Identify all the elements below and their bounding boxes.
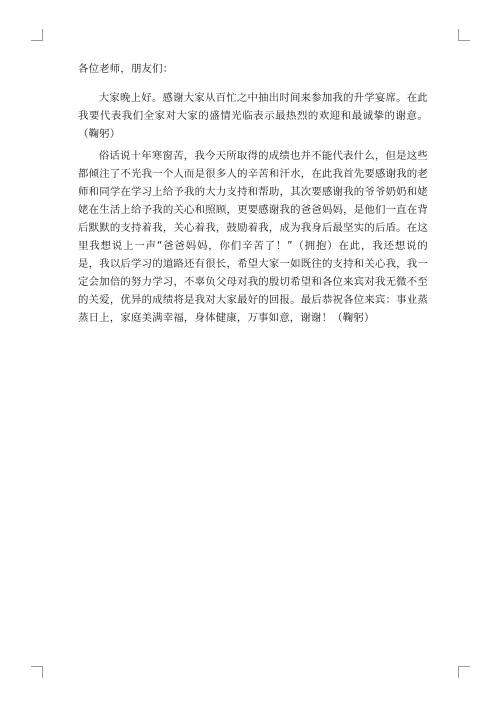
document-body — [78, 60, 428, 331]
salutation: 各位老师，朋友们： — [78, 63, 174, 75]
paragraph-thanks: 俗话说十年寒窗苦，我今天所取得的成绩也并不能代表什么，但是这些都倾注了不光我一个人而是很多人的辛苦和汗水，在此我首先要感谢我的老师和同学在学习上给予我的大力支持和帮助，其次要感谢我的爷爷奶奶和姥姥在生活上给予我的关心和照顾，更要感谢我的爸爸妈妈，是他们一直在背后默默的支持着我，关心着我，鼓励着我，成为我身后最坚实的后盾。在这里我想说上一声“爸爸妈妈，你们辛苦了！”（拥抱）在此，我还想说的是，我以后学习的道路还有很长，希望大家一如既往的支持和关心我，我一定会加倍的努力学习，不辜负父母对我的殷切希望和各位来宾对我无微不至的关爱，优异的成绩将是我对大家最好的回报。最后恭祝各位来宾：事业蒸蒸日上，家庭美满幸福，身体健康，万事如意，谢谢！（鞠躬） — [78, 150, 428, 324]
paragraph-greeting: 大家晚上好。感谢大家从百忙之中抽出时间来参加我的升学宴席。在此我要代表我们全家对大家的盛情光临表示最热烈的欢迎和最诚挚的谢意。（鞠躬） — [78, 92, 428, 140]
crop-mark-top-left — [31, 29, 43, 41]
crop-mark-top-right — [458, 29, 470, 41]
crop-mark-bottom-right — [458, 666, 470, 678]
crop-mark-bottom-left — [31, 666, 43, 678]
